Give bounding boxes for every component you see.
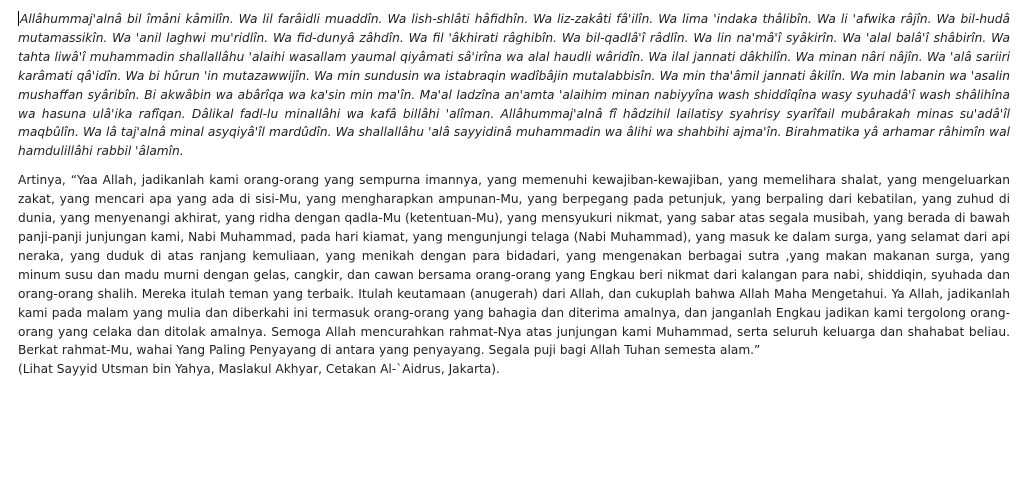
- latin-prayer-paragraph: [18, 10, 1010, 161]
- latin-prayer-text: Allâhummaj'alnâ bil îmâni kâmilîn. Wa lil farâidli muaddîn. Wa lish-shlâti hâfidhîn. Wa liz-zakâti fâ'ilîn. Wa lima 'indaka thâlibîn. Wa li 'afwika râjîn. Wa bil-hudâ mutamassikîn. Wa 'anil laghwi mu'ridlîn. Wa fid-dunyâ zâhdîn. Wa fil 'âkhirati râghibîn. Wa bil-qadlâ'î râdlîn. Wa lin na'mâ'î syâkirîn. Wa 'alal balâ'î shâbirîn. Wa tahta liwâ'î muhammadin shallallâhu 'alaihi wasallam yaumal qiyâmati sâ'irîna wa alal haudli wâridîn. Wa ilal jannati dâkhilîn. Wa minan nâri nâjîn. Wa 'alâ sariiri karâmati qâ'idîn. Wa bi hûrun 'in mutazawwijîn. Wa min sundusin wa istabraqin wadîbâjin mutalabbisîn. Wa min tha'âmil jannati âkilîn. Wa min labanin wa 'asalin mushaffan syâribîn. Bi akwâbin wa abârîqa wa ka'sin min ma'în. Ma'al ladzîna an'amta 'alaihim minan nabiyyîna wash shiddîqîna wasy syuhadâ'î wash shâlihîna wa hasuna ulâ'ika rafîqan. Dâlikal fadl-lu minallâhi wa kafâ billâhi 'alîman. Allâhummaj'alnâ fî hâdzihil lailatisy syahrisy syarîfail mubârakah minas su'adâ'îl maqbûlîn. Wa lâ taj'alnâ minal asyqiyâ'îl mardûdîn. Wa shallallâhu 'alâ sayyidinâ muhammadin wa âlihi wa shahbihi ajma'în. Birahmatika yâ arhamar râhimîn wal hamdulillâhi rabbil 'âlamîn.: [18, 12, 1010, 159]
- translation-text: Artinya, “Yaa Allah, jadikanlah kami orang-orang yang sempurna imannya, yang memenuhi kewajiban-kewajiban, yang memelihara shalat, yang mengeluarkan zakat, yang mencari apa yang ada di sisi-Mu, yang mengharapkan ampunan-Mu, yang berpegang pada petunjuk, yang berpaling dari kebatilan, yang zuhud di dunia, yang menyenangi akhirat, yang ridha dengan qadla-Mu (ketentuan-Mu), yang mensyukuri nikmat, yang sabar atas segala musibah, yang berada di bawah panji-panji junjungan kami, Nabi Muhammad, pada hari kiamat, yang mengunjungi telaga (Nabi Muhammad), yang masuk ke dalam surga, yang selamat dari api neraka, yang duduk di atas ranjang kemuliaan, yang menikah dengan para bidadari, yang mengenakan berbagai sutra ,yang makan makanan surga, yang minum susu dan madu murni dengan gelas, cangkir, dan cawan bersama orang-orang yang Engkau beri nikmat dari kalangan para nabi, shiddiqin, syuhada dan orang-orang shalih. Mereka itulah teman yang terbaik. Itulah keutamaan (anugerah) dari Allah, dan cukuplah bahwa Allah Maha Mengetahui. Ya Allah, jadikanlah kami pada malam yang mulia dan diberkahi ini termasuk orang-orang yang bahagia dan diterima amalnya, dan janganlah Engkau jadikan kami tergolong orang-orang yang celaka dan ditolak amalnya. Semoga Allah mencurahkan rahmat-Nya atas junjungan kami Muhammad, serta seluruh keluarga dan shahabat beliau. Berkat rahmat-Mu, wahai Yang Paling Penyayang di antara yang penyayang. Segala puji bagi Allah Tuhan semesta alam.”: [18, 173, 1010, 358]
- document-body: [18, 10, 1010, 379]
- translation-paragraph: [18, 171, 1010, 360]
- source-citation: (Lihat Sayyid Utsman bin Yahya, Maslakul Akhyar, Cetakan Al-`Aidrus, Jakarta).: [18, 362, 500, 377]
- text-cursor: [18, 11, 19, 26]
